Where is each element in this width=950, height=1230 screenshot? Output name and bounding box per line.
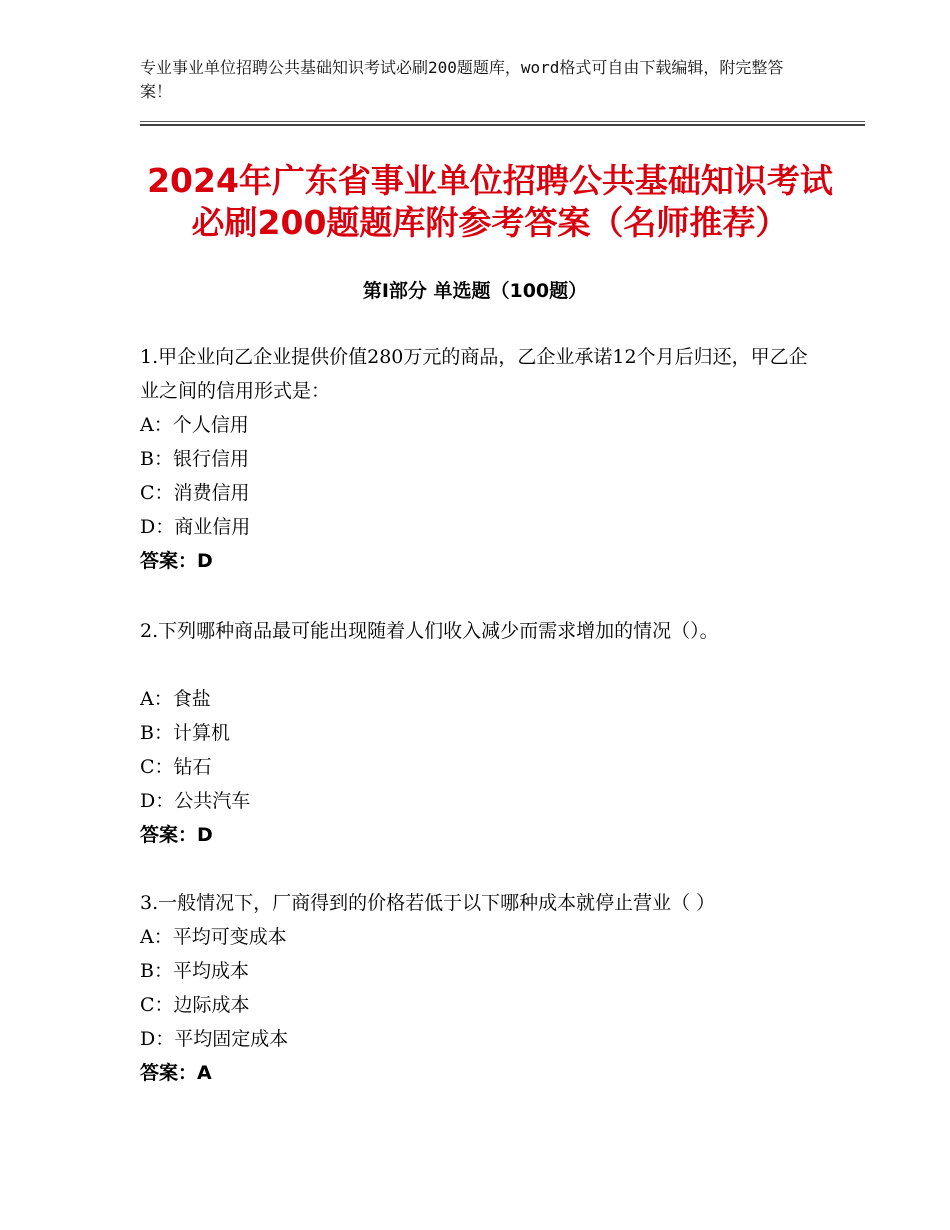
header-note: 专业事业单位招聘公共基础知识考试必刷200题题库，word格式可自由下载编辑，附完整答案！ (140, 58, 784, 101)
question-2-option-b: B：计算机 (140, 722, 230, 744)
question-1-stem: 1.甲企业向乙企业提供价值280万元的商品，乙企业承诺12个月后归还，甲乙企业之间的信用形式是： (140, 346, 808, 402)
question-3-answer: 答案：A (140, 1062, 212, 1084)
question-1-option-d: D：商业信用 (140, 516, 251, 538)
question-2-answer: 答案：D (140, 824, 213, 846)
header-divider-thin (140, 121, 865, 122)
question-3-option-a: A：平均可变成本 (140, 926, 287, 948)
question-3-option-c: C：边际成本 (140, 994, 250, 1016)
section-title: 第Ⅰ部分 单选题（100题） (362, 280, 588, 302)
question-1-option-b: B：银行信用 (140, 448, 249, 470)
header-divider-thick (140, 124, 865, 126)
question-3-stem: 3.一般情况下，厂商得到的价格若低于以下哪种成本就停止营业（ ） (140, 892, 716, 914)
question-2-stem: 2.下列哪种商品最可能出现随着人们收入减少而需求增加的情况（）。 (140, 620, 719, 642)
question-1-option-a: A：个人信用 (140, 414, 249, 436)
question-3-option-b: B：平均成本 (140, 960, 249, 982)
document-title: 2024年广东省事业单位招聘公共基础知识考试必刷200题题库附参考答案（名师推荐） (147, 161, 833, 242)
question-2-option-a: A：食盐 (140, 688, 211, 710)
question-2-option-c: C：钻石 (140, 756, 212, 778)
question-1-answer: 答案：D (140, 550, 213, 572)
question-3-option-d: D：平均固定成本 (140, 1028, 289, 1050)
question-1-option-c: C：消费信用 (140, 482, 250, 504)
question-2-option-d: D：公共汽车 (140, 790, 251, 812)
